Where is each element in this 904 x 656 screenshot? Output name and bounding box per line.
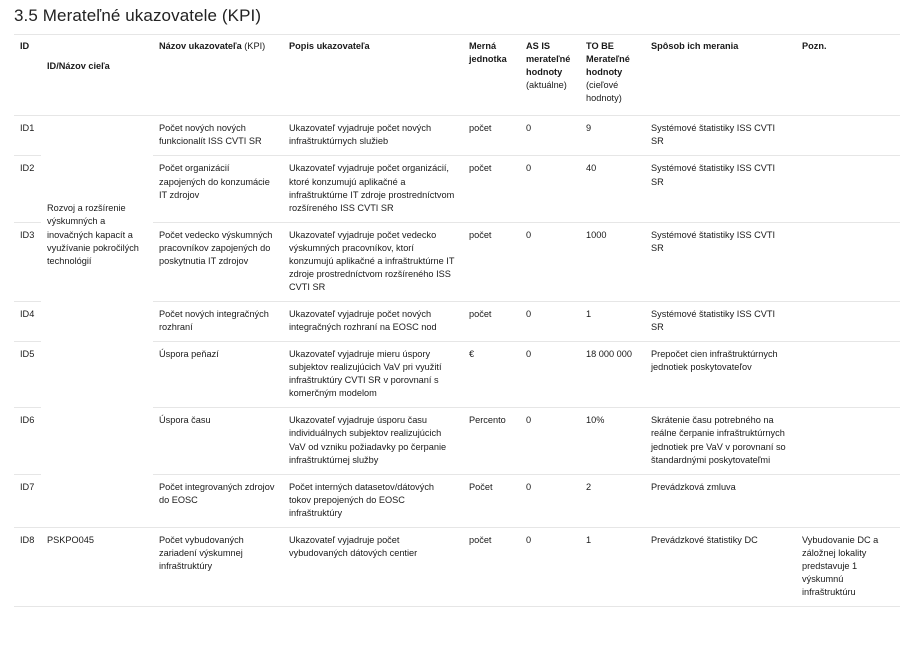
row-method: Systémové štatistiky ISS CVTI SR (645, 156, 796, 222)
row-unit: Percento (463, 408, 520, 474)
header-tobe: TO BE Merateľné hodnoty (cieľové hodnoty) (580, 35, 645, 116)
row-description: Ukazovateľ vyjadruje mieru úspory subjektov realizujúcich VaV pri využití infraštruktúry CVTI SR v porovnaní s komerčným modelom (283, 342, 463, 408)
row-unit: Počet (463, 474, 520, 527)
row-id: ID8 (14, 527, 41, 606)
row-asis: 0 (520, 474, 580, 527)
row-description: Ukazovateľ vyjadruje počet organizácií, ktoré konzumujú aplikačné a infraštruktúrne IT zdroje prostredníctvom rozšíreného ISS CVTI SR (283, 156, 463, 222)
row-tobe: 10% (580, 408, 645, 474)
row-note (796, 116, 900, 156)
row-unit: € (463, 342, 520, 408)
header-name: Názov ukazovateľa (KPI) (153, 35, 283, 116)
row-name: Úspora času (153, 408, 283, 474)
row-asis: 0 (520, 302, 580, 342)
goal-group-text: Rozvoj a rozšírenie výskumných a inovačných kapacít a využívanie pokročilých technológií (47, 203, 139, 266)
row-note (796, 302, 900, 342)
row-unit: počet (463, 156, 520, 222)
row-description: Ukazovateľ vyjadruje počet nových infraštruktúrnych služieb (283, 116, 463, 156)
row-method: Prepočet cien infraštruktúrnych jednotiek poskytovateľov (645, 342, 796, 408)
row-method: Prevádzková zmluva (645, 474, 796, 527)
row-name: Úspora peňazí (153, 342, 283, 408)
row-description: Ukazovateľ vyjadruje úsporu času individuálnych subjektov realizujúcich VaV od vzniku požiadavky po čerpanie infraštruktúrnej služby (283, 408, 463, 474)
row-asis: 0 (520, 222, 580, 301)
row-unit: počet (463, 222, 520, 301)
row-tobe: 1000 (580, 222, 645, 301)
row-id: ID5 (14, 342, 41, 408)
row-unit: počet (463, 302, 520, 342)
header-description: Popis ukazovateľa (283, 35, 463, 116)
row-description: Počet interných datasetov/dátových tokov prepojených do EOSC infraštruktúry (283, 474, 463, 527)
row-id: ID6 (14, 408, 41, 474)
row-tobe: 18 000 000 (580, 342, 645, 408)
row-id: ID4 (14, 302, 41, 342)
row-method: Skrátenie času potrebného na reálne čerpanie infraštruktúrnych jednotiek pre VaV v porovnaní so štandardnými poskytovateľmi (645, 408, 796, 474)
row-method: Systémové štatistiky ISS CVTI SR (645, 222, 796, 301)
row-asis: 0 (520, 408, 580, 474)
row-id: ID2 (14, 156, 41, 222)
header-asis: AS IS merateľné hodnoty (aktuálne) (520, 35, 580, 116)
row-method: Systémové štatistiky ISS CVTI SR (645, 302, 796, 342)
row-name: Počet vedecko výskumných pracovníkov zapojených do poskytnutia IT zdrojov (153, 222, 283, 301)
table-row (14, 527, 900, 606)
row-name: Počet integrovaných zdrojov do EOSC (153, 474, 283, 527)
row-name: Počet nových nových funkcionalít ISS CVTI SR (153, 116, 283, 156)
row-name: Počet nových integračných rozhraní (153, 302, 283, 342)
row-unit: počet (463, 116, 520, 156)
row-asis: 0 (520, 527, 580, 606)
row-note (796, 156, 900, 222)
row-tobe: 2 (580, 474, 645, 527)
row-tobe: 1 (580, 302, 645, 342)
header-note: Pozn. (796, 35, 900, 116)
row-note (796, 342, 900, 408)
row-unit: počet (463, 527, 520, 606)
row-note (796, 474, 900, 527)
header-method: Spôsob ich merania (645, 35, 796, 116)
row-id: ID7 (14, 474, 41, 527)
table-header-row (14, 35, 900, 116)
row-id: ID1 (14, 116, 41, 156)
row-tobe: 40 (580, 156, 645, 222)
row-description: Ukazovateľ vyjadruje počet vybudovaných dátových centier (283, 527, 463, 606)
header-id: ID (14, 35, 41, 116)
header-goal: ID/Názov cieľa (41, 35, 153, 116)
row-description: Ukazovateľ vyjadruje počet nových integračných rozhraní na EOSC nod (283, 302, 463, 342)
row-method: Systémové štatistiky ISS CVTI SR (645, 116, 796, 156)
row-asis: 0 (520, 342, 580, 408)
row-id: ID3 (14, 222, 41, 301)
row-method: Prevádzkové štatistiky DC (645, 527, 796, 606)
table-row (14, 116, 900, 156)
goal-group-cell (41, 116, 153, 528)
kpi-table (14, 34, 900, 607)
section-title: 3.5 Merateľné ukazovatele (KPI) (14, 6, 262, 25)
row-note (796, 222, 900, 301)
row-note: Vybudovanie DC a záložnej lokality predstavuje 1 výskumnú infraštruktúru (796, 527, 900, 606)
row-asis: 0 (520, 156, 580, 222)
row-name: Počet vybudovaných zariadení výskumnej infraštruktúry (153, 527, 283, 606)
row-name: Počet organizácií zapojených do konzumácie IT zdrojov (153, 156, 283, 222)
header-unit: Merná jednotka (463, 35, 520, 116)
row-asis: 0 (520, 116, 580, 156)
row-description: Ukazovateľ vyjadruje počet vedecko výskumných pracovníkov, ktorí konzumujú aplikačné a infraštruktúrne IT zdroje prostredníctvom rozšíreného ISS CVTI SR (283, 222, 463, 301)
row-note (796, 408, 900, 474)
row-tobe: 9 (580, 116, 645, 156)
row-tobe: 1 (580, 527, 645, 606)
row-goal: PSKPO045 (41, 527, 153, 606)
